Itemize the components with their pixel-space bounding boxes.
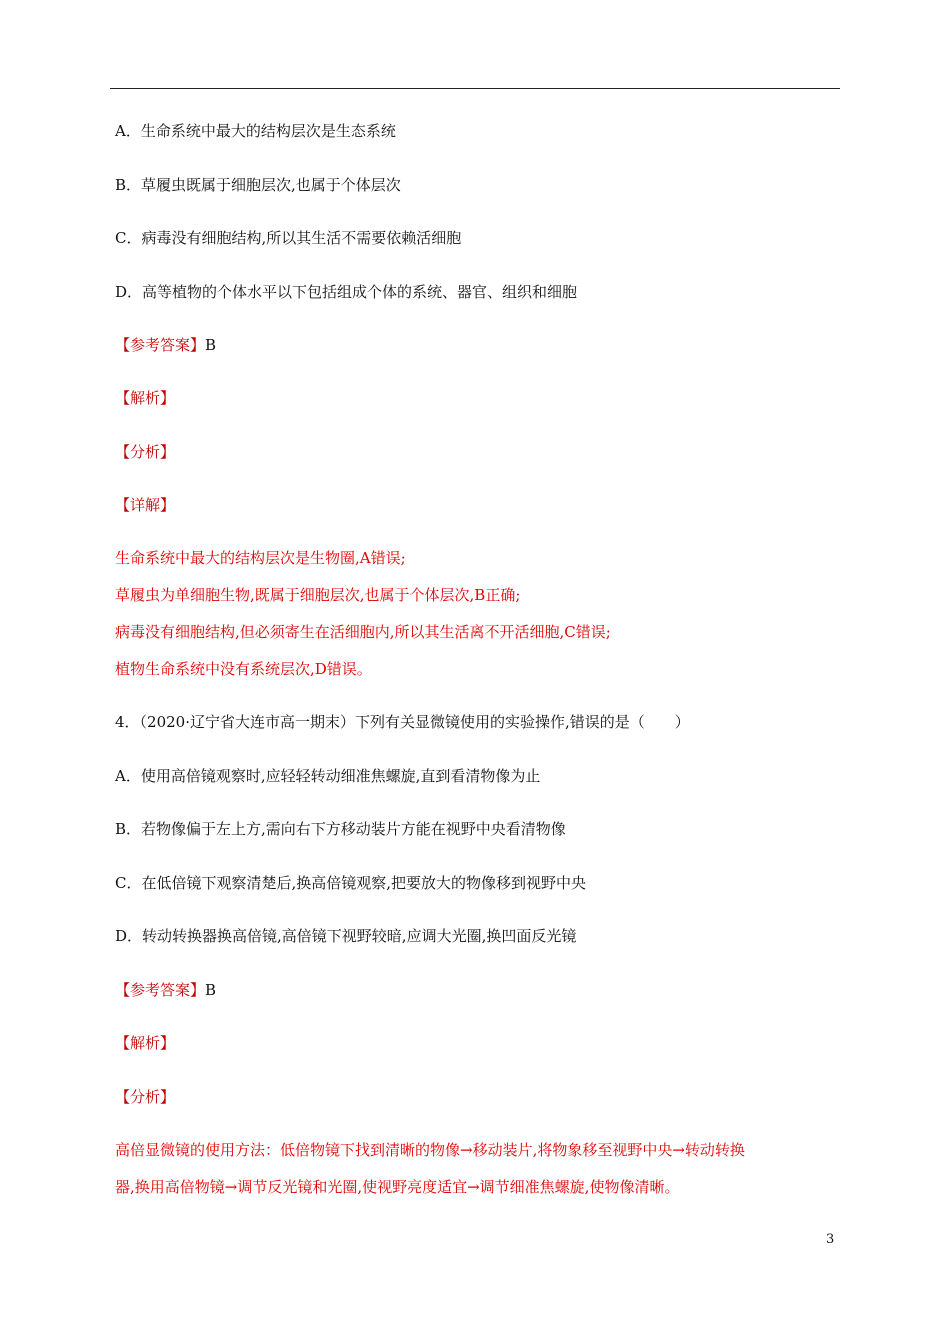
q3-option-a: A．生命系统中最大的结构层次是生态系统 [115, 122, 396, 140]
q4-analysis-1: 高倍显微镜的使用方法：低倍物镜下找到清晰的物像→移动装片,将物象移至视野中央→转动转换 [115, 1141, 745, 1159]
q3-answer [115, 335, 216, 355]
q3-answer-label: 【参考答案】 [115, 336, 206, 354]
q3-detail-1: 生命系统中最大的结构层次是生物圈,A错误; [115, 549, 406, 567]
page-number: 3 [826, 1232, 835, 1247]
q3-answer-value: B [205, 336, 217, 354]
q3-xiangjie-label: 【详解】 [115, 496, 176, 514]
q4-answer-value: B [205, 981, 217, 999]
q4-analysis-2: 器,换用高倍物镜→调节反光镜和光圈,使视野亮度适宜→调节细准焦螺旋,使物像清晰。 [115, 1178, 680, 1196]
q4-fenxi-label: 【分析】 [115, 1088, 176, 1106]
q3-fenxi-label: 【分析】 [115, 443, 176, 461]
q3-detail-2: 草履虫为单细胞生物,既属于细胞层次,也属于个体层次,B正确; [115, 586, 521, 604]
q3-detail-3: 病毒没有细胞结构,但必须寄生在活细胞内,所以其生活离不开活细胞,C错误; [115, 623, 611, 641]
q4-option-b: B．若物像偏于左上方,需向右下方移动装片方能在视野中央看清物像 [115, 820, 566, 838]
q4-answer-label: 【参考答案】 [115, 981, 206, 999]
q3-option-c: C．病毒没有细胞结构,所以其生活不需要依赖活细胞 [115, 229, 462, 247]
q4-answer [115, 980, 216, 1000]
q4-option-c: C．在低倍镜下观察清楚后,换高倍镜观察,把要放大的物像移到视野中央 [115, 874, 587, 892]
q4-jiexi-label: 【解析】 [115, 1034, 176, 1052]
header-rule [110, 88, 840, 89]
q3-detail-4: 植物生命系统中没有系统层次,D错误。 [115, 660, 372, 678]
q3-option-d: D．高等植物的个体水平以下包括组成个体的系统、器官、组织和细胞 [115, 283, 578, 301]
q4-option-d: D．转动转换器换高倍镜,高倍镜下视野较暗,应调大光圈,换凹面反光镜 [115, 927, 577, 945]
q4-option-a: A．使用高倍镜观察时,应轻轻转动细准焦螺旋,直到看清物像为止 [115, 767, 541, 785]
q3-jiexi-label: 【解析】 [115, 389, 176, 407]
q3-option-b: B．草履虫既属于细胞层次,也属于个体层次 [115, 176, 401, 194]
q4-question: 4．（2020·辽宁省大连市高一期末）下列有关显微镜使用的实验操作,错误的是（ ） [115, 713, 690, 731]
